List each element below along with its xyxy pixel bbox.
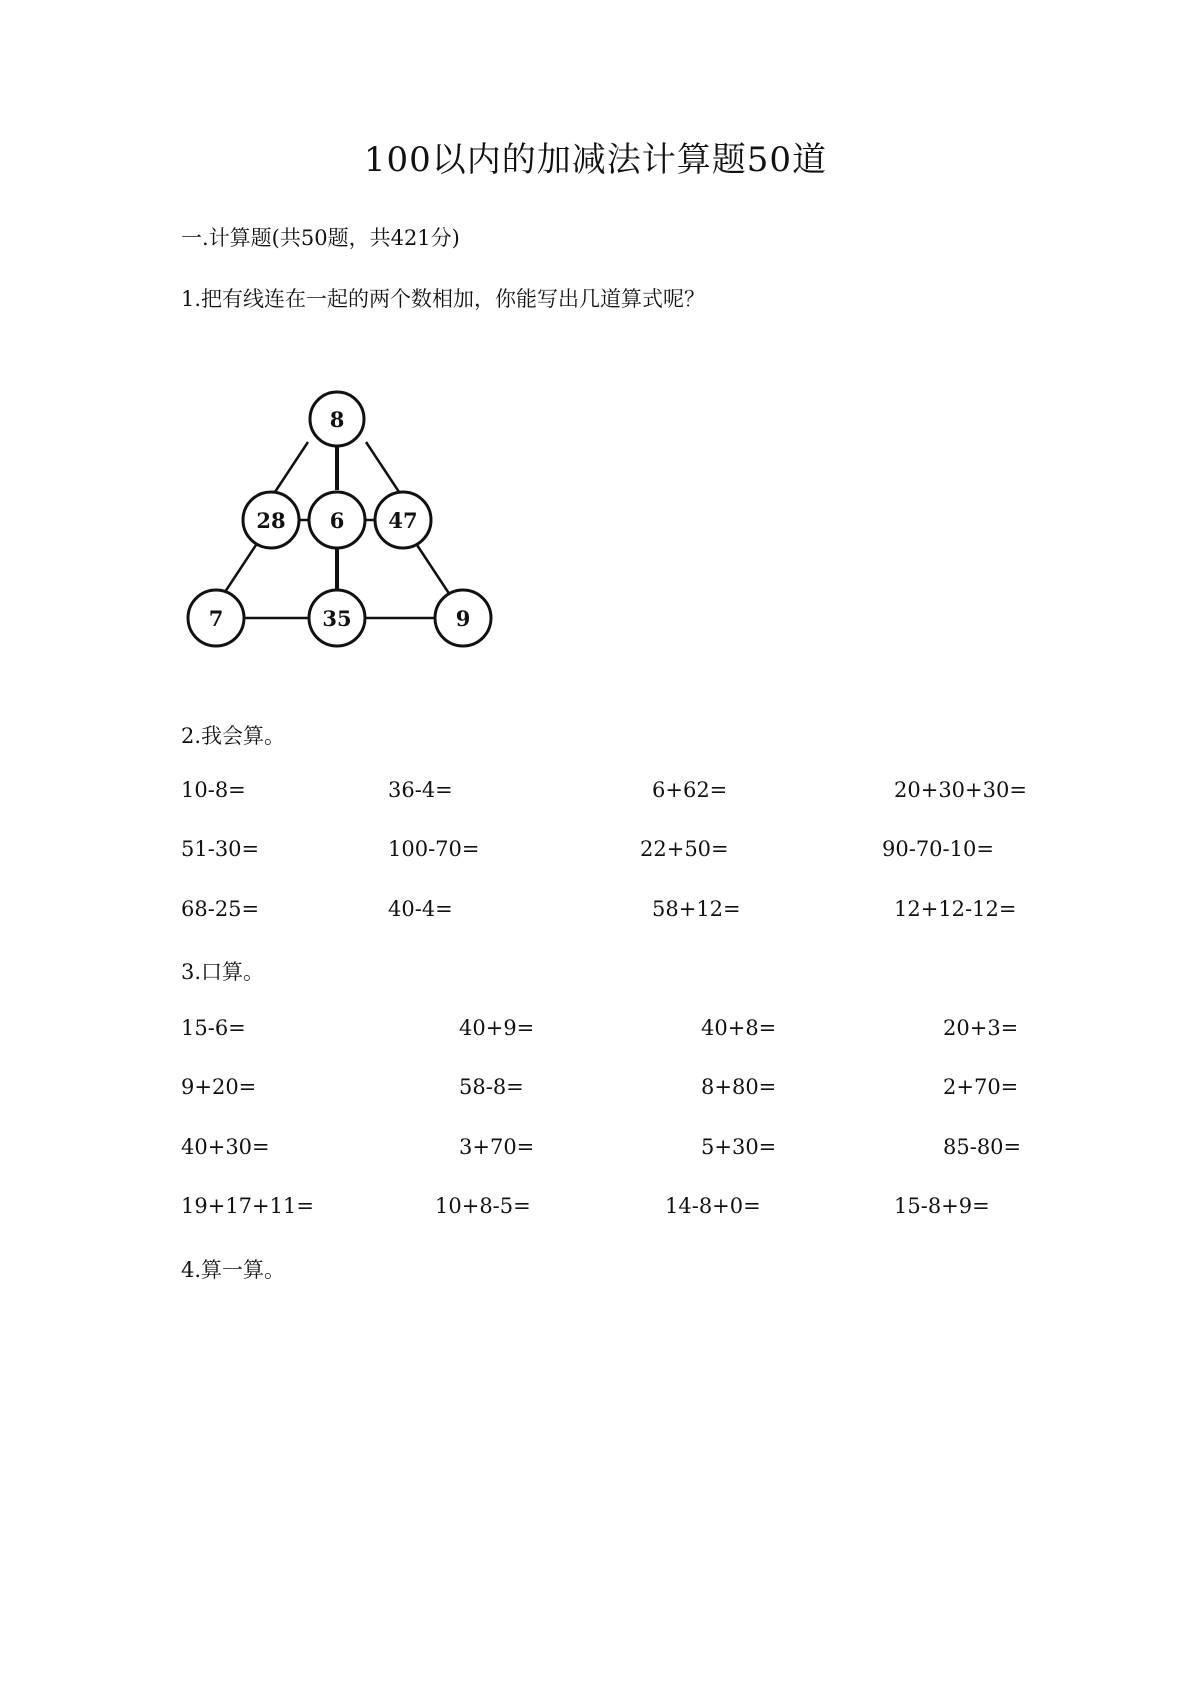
node-label: 28 <box>256 508 286 533</box>
equation: 58-8= <box>459 1075 524 1099</box>
section-header: 一.计算题(共50题，共421分) <box>181 226 460 250</box>
node-top <box>310 392 364 446</box>
node-label: 7 <box>208 606 224 631</box>
equation: 10+8-5= <box>435 1194 531 1218</box>
node-right-mid <box>375 492 431 548</box>
equation: 51-30= <box>181 837 260 861</box>
question-1-prompt: 1.把有线连在一起的两个数相加，你能写出几道算式呢？ <box>181 287 706 311</box>
equation: 15-8+9= <box>894 1194 990 1218</box>
page-title: 100以内的加减法计算题50道 <box>363 140 828 180</box>
node-center <box>309 492 365 548</box>
equation: 12+12-12= <box>894 897 1017 921</box>
node-label: 9 <box>455 606 471 631</box>
equation: 68-25= <box>181 897 260 921</box>
equation: 100-70= <box>388 837 480 861</box>
equation: 22+50= <box>640 837 729 861</box>
equation: 8+80= <box>701 1075 777 1099</box>
equation: 40+9= <box>459 1016 535 1040</box>
equation: 5+30= <box>701 1135 777 1159</box>
edge-8-28 <box>271 442 308 498</box>
equation: 36-4= <box>388 778 453 802</box>
equation: 6+62= <box>652 778 728 802</box>
equation: 3+70= <box>459 1135 535 1159</box>
edge-47-9 <box>417 545 450 595</box>
equation: 10-8= <box>181 778 246 802</box>
equation: 20+30+30= <box>894 778 1027 802</box>
node-left-mid <box>243 492 299 548</box>
node-bottom-center <box>309 590 365 646</box>
equation: 85-80= <box>943 1135 1022 1159</box>
equation: 40-4= <box>388 897 453 921</box>
equation: 40+30= <box>181 1135 270 1159</box>
equation: 15-6= <box>181 1016 246 1040</box>
equation: 58+12= <box>652 897 741 921</box>
equation: 9+20= <box>181 1075 257 1099</box>
connection-diagram <box>178 390 498 655</box>
equation: 40+8= <box>701 1016 777 1040</box>
edge-8-47 <box>366 442 403 498</box>
equation: 19+17+11= <box>181 1194 314 1218</box>
equation: 20+3= <box>943 1016 1019 1040</box>
node-label: 8 <box>329 407 345 432</box>
equation: 14-8+0= <box>665 1194 761 1218</box>
equation: 2+70= <box>943 1075 1019 1099</box>
node-bottom-right <box>435 590 491 646</box>
node-label: 47 <box>388 508 418 533</box>
node-label: 6 <box>329 508 345 533</box>
question-4-prompt: 4.算一算。 <box>181 1258 286 1282</box>
node-label: 35 <box>322 606 352 631</box>
equation: 90-70-10= <box>882 837 994 861</box>
edge-28-7 <box>223 545 256 595</box>
question-2-prompt: 2.我会算。 <box>181 724 286 748</box>
question-3-prompt: 3.口算。 <box>181 960 265 984</box>
node-bottom-left <box>188 590 244 646</box>
